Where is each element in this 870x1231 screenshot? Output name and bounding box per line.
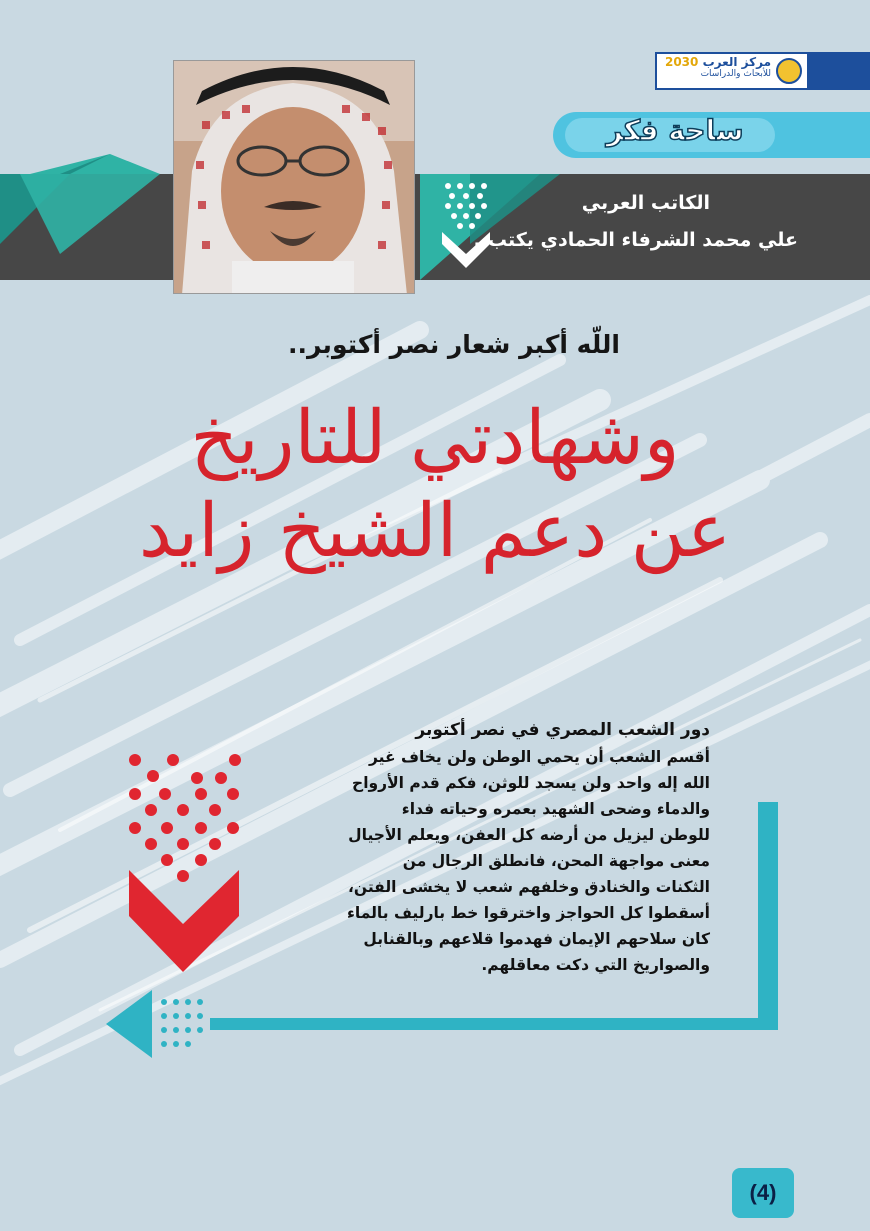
brand-logo xyxy=(657,54,807,88)
band-teal-shapes xyxy=(0,174,870,280)
logo-name-text: مركز العرب xyxy=(702,55,771,69)
article-line: كان سلاحهم الإيمان فهدموا قلاعهم وبالقنابل xyxy=(363,930,710,948)
dotted-chevron-icon xyxy=(438,180,494,272)
logo-year: 2030 xyxy=(664,55,699,69)
author-kicker: الكاتب العربي xyxy=(581,192,710,214)
author-portrait xyxy=(173,61,414,294)
headline-main-line1: وشهادتي للتاريخ xyxy=(190,395,680,481)
author-byline: علي محمد الشرفاء الحمادي يكتب.. xyxy=(473,229,798,251)
article-line: والدماء وضحى الشهيد بعمره وحياته فداء xyxy=(401,800,710,818)
article-line: أسقطوا كل الحواجز واخترقوا خط بارليف بالماء xyxy=(346,904,710,922)
section-title: ساحة فكر xyxy=(606,114,744,147)
article-line: معنى مواجهة المحن، فانطلق الرجال من xyxy=(402,852,710,870)
headline-main-line2: عن دعم الشيخ زايد xyxy=(138,487,732,574)
article-line: أقسم الشعب أن يحمي الوطن ولن يخاف غير xyxy=(368,748,710,766)
headline-top: اللّه أكبر شعار نصر أكتوبر.. xyxy=(288,330,620,359)
teal-ribbon-top xyxy=(0,150,200,180)
logo-subtitle: للأبحاث والدراسات xyxy=(700,69,771,79)
headline-main xyxy=(100,392,770,577)
logo-emblem-icon xyxy=(776,58,802,84)
author-photo xyxy=(173,60,415,294)
page-number: (4) xyxy=(732,1168,794,1218)
article-line: الله إله واحد ولن يسجد للوثن، فكم قدم الأرواح xyxy=(352,774,710,792)
article-line: والصواريخ التي دكت معاقلهم. xyxy=(481,956,710,974)
author-band xyxy=(0,174,870,280)
article-line: للوطن ليزيل من أرضه كل العفن، ويعلم الأجيال xyxy=(348,826,710,844)
article-subheading: دور الشعب المصري في نصر أكتوبر xyxy=(415,720,710,740)
teal-arrow-icon xyxy=(106,990,152,1058)
article-line: الثكنات والخنادق وخلفهم شعب لا يخشى الفتن، xyxy=(348,878,710,896)
logo-text xyxy=(665,56,771,79)
logo-name xyxy=(665,56,771,68)
article-body xyxy=(255,744,710,978)
red-dotted-chevron-icon xyxy=(125,748,245,974)
